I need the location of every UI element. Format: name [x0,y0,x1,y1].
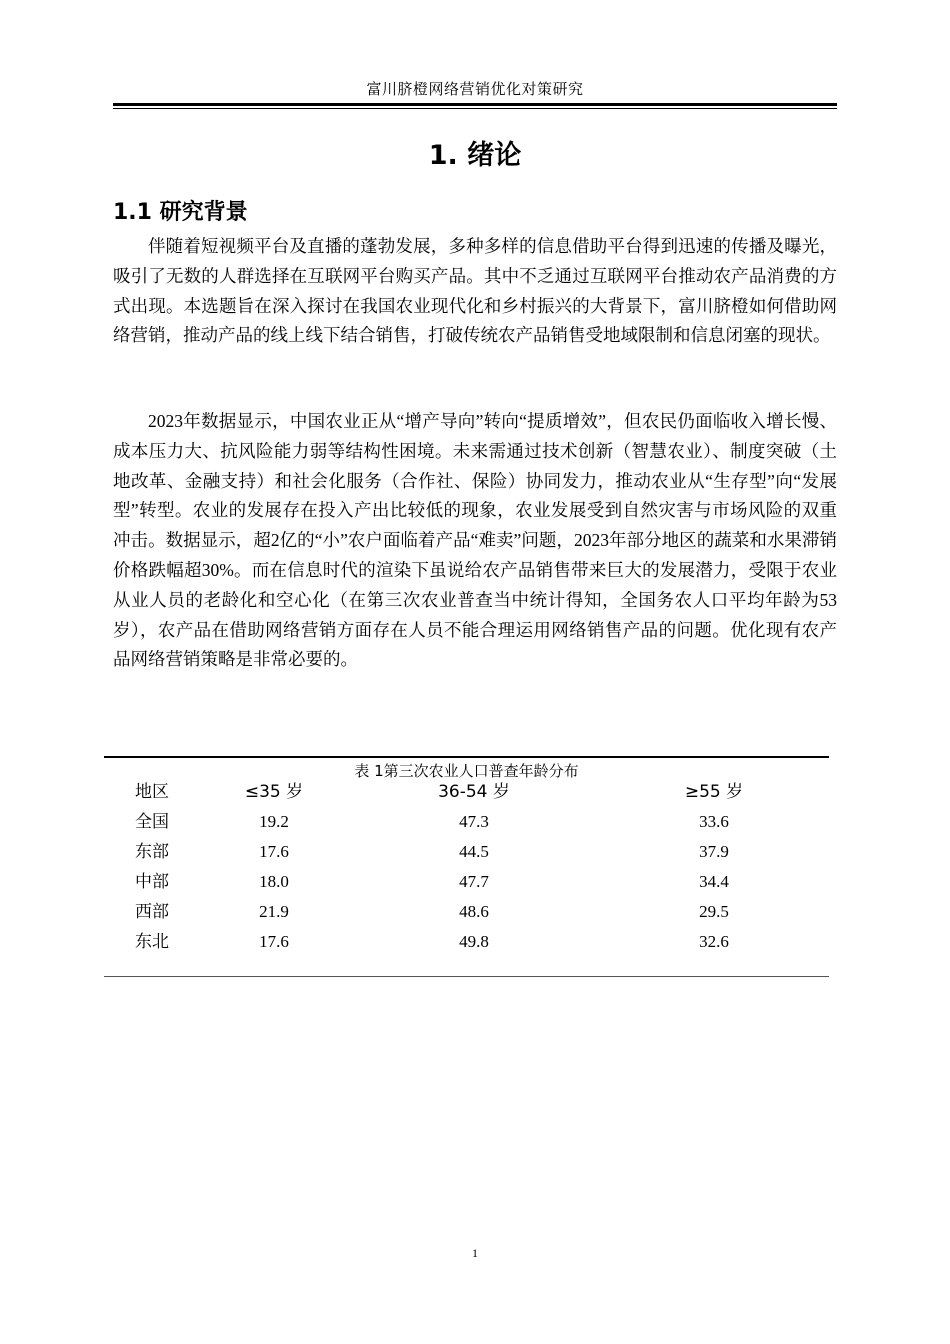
age-distribution-table [104,778,829,958]
table-header-cell: 36-54 岁 [438,782,510,802]
table-cell: 21.9 [259,902,289,921]
table-top-rule [104,756,829,758]
running-header: 富川脐橙网络营销优化对策研究 [366,82,584,98]
table-bottom-rule [104,976,829,977]
table-cell: 48.6 [459,902,489,921]
table-row [104,808,829,838]
table-cell: 33.6 [699,812,729,831]
table-row [104,928,829,958]
chapter-title: 1. 绪论 [428,140,522,171]
header-rule-thin [113,108,837,109]
table-cell: 37.9 [699,842,729,861]
table-header-row [104,778,829,808]
table-cell: 47.7 [459,872,489,891]
body-paragraph-2: 2023年数据显示，中国农业正从“增产导向”转向“提质增效”，但农民仍面临收入增长慢、成本压力大、抗风险能力弱等结构性困境。未来需通过技术创新（智慧农业）、制度突破（土地改革、金融支持）和社会化服务（合作社、保险）协同发力，推动农业从“生存型”向“发展型”转型。农业的发展存在投入产出比较低的现象，农业发展受到自然灾害与市场风险的双重冲击。数据显示，超2亿的“小”农户面临着产品“难卖”问题，2023年部分地区的蔬菜和水果滞销价格跌幅超30%。而在信息时代的渲染下虽说给农产品销售带来巨大的发展潜力，受限于农业从业人员的老龄化和空心化（在第三次农业普查当中统计得知，全国务农人口平均年龄为53岁），农产品在借助网络营销方面存在人员不能合理运用网络销售产品的问题。优化现有农产品网络营销策略是非常必要的。 [113,411,837,670]
table-cell: 34.4 [699,872,729,891]
body-paragraph-1: 伴随着短视频平台及直播的蓬勃发展，多种多样的信息借助平台得到迅速的传播及曝光，吸引了无数的人群选择在互联网平台购买产品。其中不乏通过互联网平台推动农产品消费的方式出现。本选题旨在深入探讨在我国农业现代化和乡村振兴的大背景下，富川脐橙如何借助网络营销，推动产品的线上线下结合销售，打破传统农产品销售受地域限制和信息闭塞的现状。 [113,236,837,346]
table-cell: 29.5 [699,902,729,921]
table-header-cell: 地区 [135,782,169,802]
table-row [104,898,829,928]
page-number: 1 [472,1246,478,1260]
table-cell-region: 东北 [135,932,169,952]
table-cell: 17.6 [259,842,289,861]
table-cell: 44.5 [459,842,489,861]
header-rule-thick [113,103,837,106]
table-cell-region: 全国 [135,812,169,832]
table-cell: 18.0 [259,872,289,891]
table-cell-region: 东部 [135,842,169,862]
table-cell: 17.6 [259,932,289,951]
table-cell: 49.8 [459,932,489,951]
table-row [104,838,829,868]
table-cell-region: 中部 [135,872,169,892]
table-caption: 表 1第三次农业人口普查年龄分布 [354,762,579,780]
section-title: 1.1 研究背景 [113,200,248,225]
table-cell: 19.2 [259,812,289,831]
table-header-cell: ≤35 岁 [244,782,304,802]
table-cell-region: 西部 [135,902,169,922]
table-cell: 32.6 [699,932,729,951]
table-header-cell: ≥55 岁 [684,782,744,802]
table-cell: 47.3 [459,812,489,831]
table-row [104,868,829,898]
